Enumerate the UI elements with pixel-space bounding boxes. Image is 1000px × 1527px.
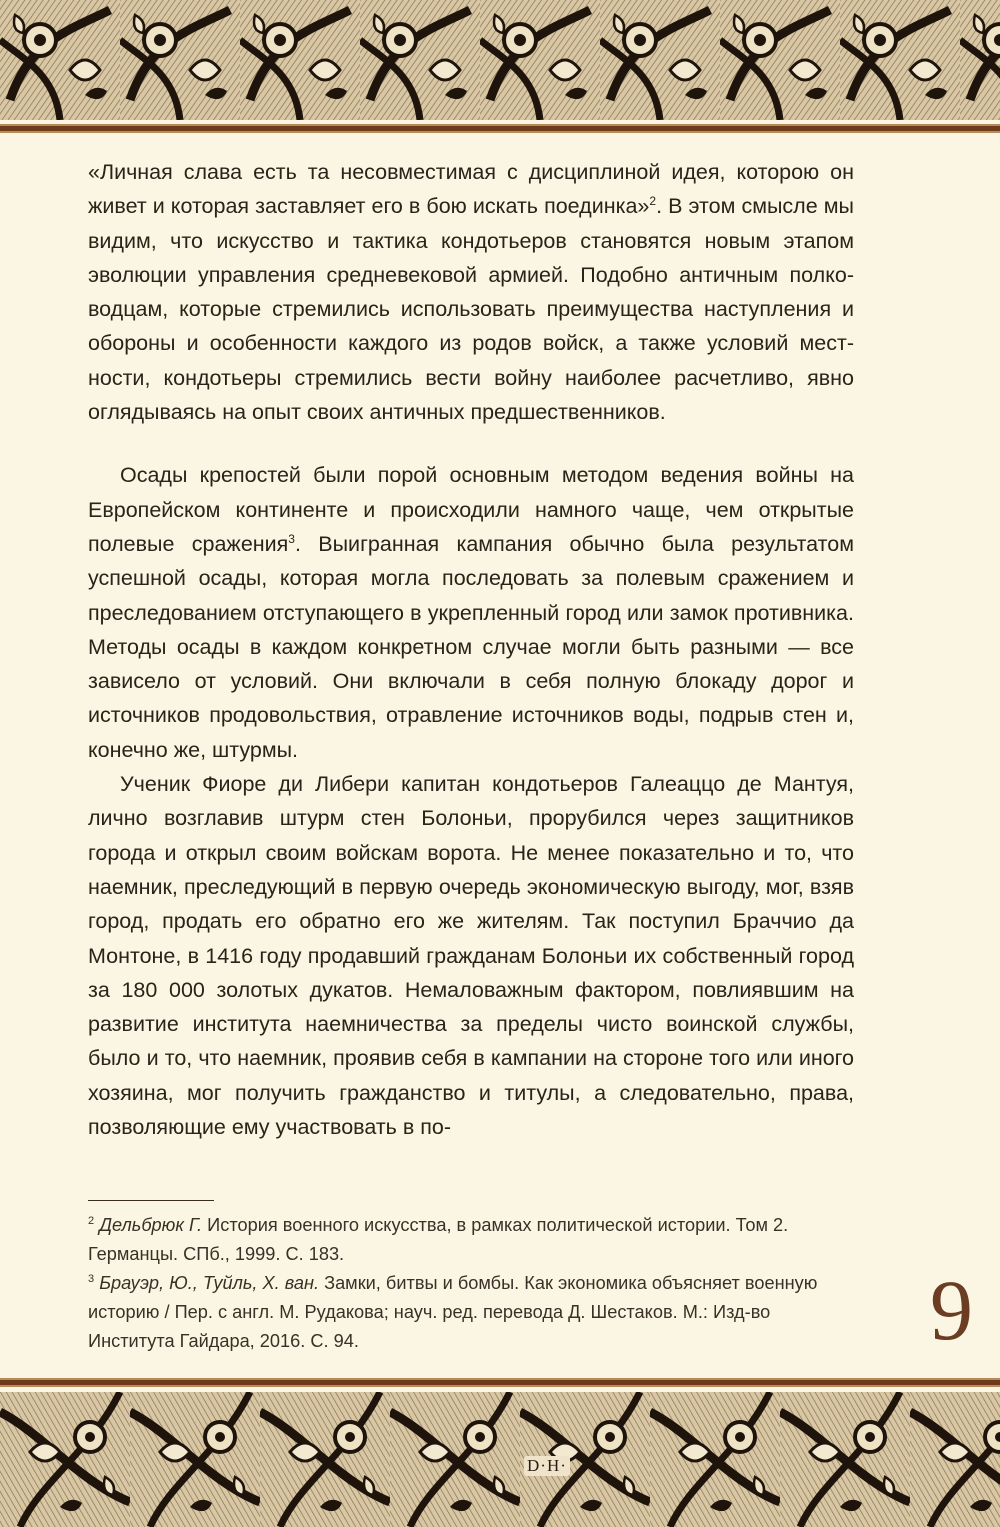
paragraph-1: «Личная слава есть та несовместимая с дисциплиной идея, которою он живет и которая заставляет его в бою искать поединка»$^2$. В этом смысле мы видим, что искусство и тактика кондотьеров становятся новым этапом эволюции управления средневековой армией. Подобно античным полководцам, которые стремились использовать преимущества наступления и обороны и особенности каждого из родов войск, а также условий местности, кондотьеры стремились вести войну наиболее расчетливо, явно оглядываясь на опыт своих античных предшественников. <box>88 160 854 425</box>
body-text <box>88 155 854 1144</box>
paragraph-2: Осады крепостей были порой основным методом ведения войны на Европейском континенте и происходили намного чаще, чем открытые полевые сражения$^3$. Выигранная кампания обычно была результатом успешной осады, которая могла последовать за полевым сражением и преследованием отступающего в укрепленный город или замок противника. Методы осады в каждом конкретном случае могли быть разными — все зависело от условий. Они включали в себя полную блокаду дорог и источников продовольствия, отравление источников воды, подрыв стен и, конечно же, штурмы. <box>88 463 854 762</box>
bottom-ornament-border <box>0 1392 1000 1527</box>
engraver-monogram: D·H· <box>524 1456 570 1476</box>
engraved-foliage-pattern <box>0 0 1000 120</box>
top-divider-rule <box>0 124 1000 133</box>
top-ornament-border <box>0 0 1000 120</box>
engraved-foliage-pattern-bottom <box>0 1392 1000 1527</box>
footnote-3: $^3$ Брауэр, Ю., Туйль, Х. ван. Замки, битвы и бомбы. Как экономика объясняет военную историю / Пер. с англ. М. Рудакова; науч. ред. перевода Д. Шестаков. М.: Изд-во Института Гайдара, 2016. С. 94. <box>88 1272 818 1351</box>
footnote-ref-2[interactable]: 2 <box>649 194 657 209</box>
bottom-divider-rule <box>0 1378 1000 1387</box>
footnotes <box>88 1211 858 1356</box>
page-number: 9 <box>930 1262 973 1358</box>
paragraph-3: Ученик Фиоре ди Либери капитан кондотьеров Галеаццо де Мантуя, лично возглавив штурм стен Болоньи, прорубился через защитников города и открыл своим войскам ворота. Не менее показательно и то, что наемник, преследующий в первую очередь экономическую выгоду, мог, взяв город, продать его обратно его же жителям. Так поступил Браччио да Монтоне, в 1416 году продавший гражданам Болоньи их собственный город за 180 000 золотых дукатов. Немаловажным фактором, повлиявшим на развитие института наемничества за пределы чисто воинской службы, было и то, что наемник, проявив себя в кампании на стороне того или иного хозяина, мог получить гражданство и титулы, а следовательно, права, позволяющие ему участвовать в по- <box>88 772 854 1140</box>
footnote-ref-3[interactable]: 3 <box>288 531 295 546</box>
footnote-2: $^2$ Дельбрюк Г. История военного искусства, в рамках политической истории. Том 2. Германцы. СПб., 1999. С. 183. <box>88 1214 789 1264</box>
footnote-separator <box>88 1200 214 1201</box>
